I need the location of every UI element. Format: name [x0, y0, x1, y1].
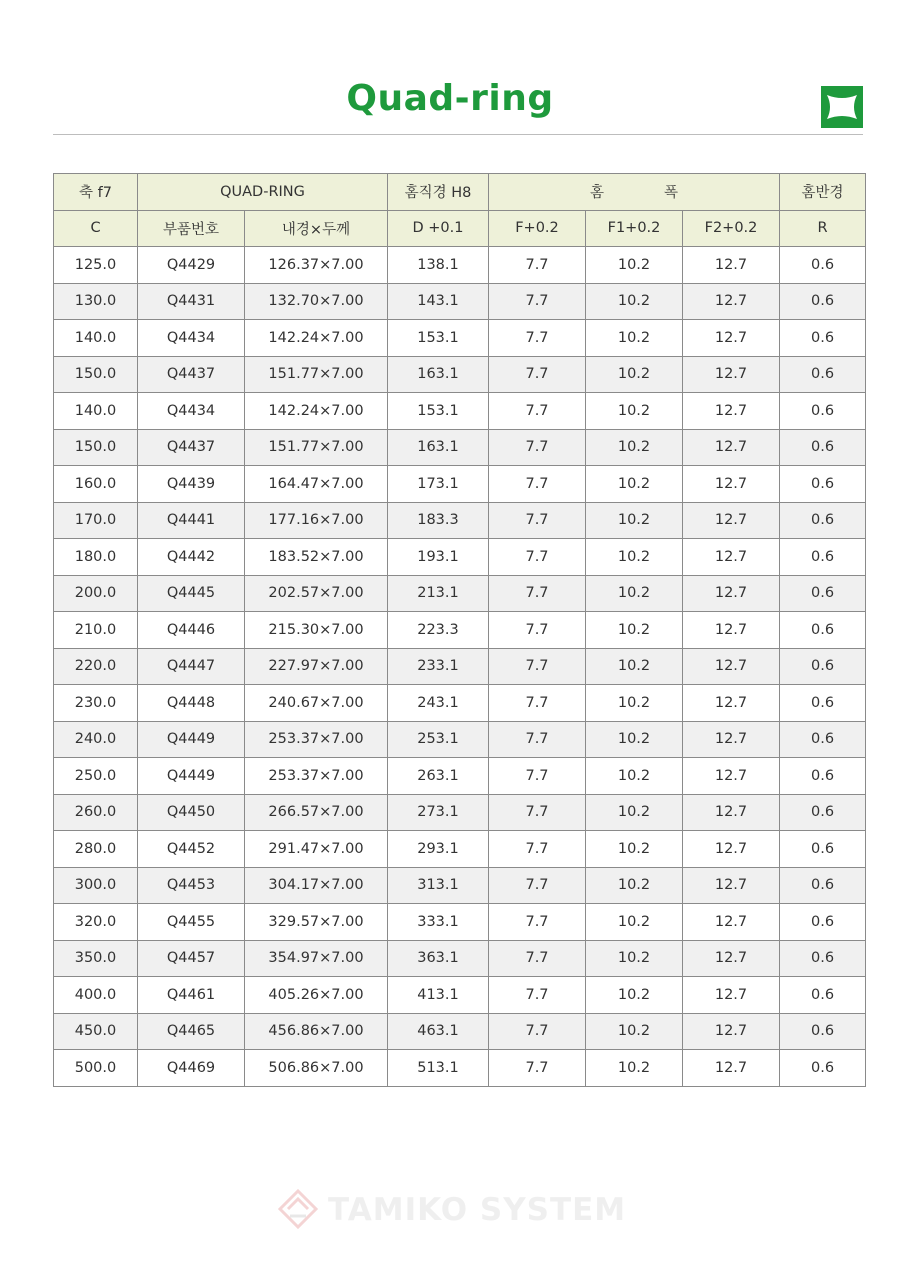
cell-f2: 12.7 [683, 977, 780, 1014]
header-groove-diameter: 홈직경 H8 [388, 174, 489, 211]
cell-f1: 10.2 [586, 356, 683, 393]
table-row [54, 758, 866, 795]
cell-id-thickness: 304.17×7.00 [245, 867, 388, 904]
cell-shaft-c: 220.0 [54, 648, 138, 685]
cell-groove-d: 463.1 [388, 1013, 489, 1050]
table-row [54, 831, 866, 868]
cell-f: 7.7 [489, 940, 586, 977]
cell-part-number: Q4449 [138, 758, 245, 795]
cell-f2: 12.7 [683, 940, 780, 977]
cell-f2: 12.7 [683, 539, 780, 576]
cell-f: 7.7 [489, 247, 586, 284]
cell-f: 7.7 [489, 466, 586, 503]
cell-f2: 12.7 [683, 429, 780, 466]
cell-shaft-c: 200.0 [54, 575, 138, 612]
cell-id-thickness: 253.37×7.00 [245, 758, 388, 795]
cell-r: 0.6 [780, 1050, 866, 1087]
header-f1: F1+0.2 [586, 210, 683, 247]
cell-part-number: Q4448 [138, 685, 245, 722]
cell-f: 7.7 [489, 320, 586, 357]
cell-groove-d: 513.1 [388, 1050, 489, 1087]
quad-ring-spec-table [53, 173, 866, 1087]
cell-f: 7.7 [489, 429, 586, 466]
cell-f2: 12.7 [683, 758, 780, 795]
cell-shaft-c: 150.0 [54, 356, 138, 393]
cell-f2: 12.7 [683, 904, 780, 941]
header-f: F+0.2 [489, 210, 586, 247]
cell-shaft-c: 300.0 [54, 867, 138, 904]
table-row [54, 429, 866, 466]
cell-r: 0.6 [780, 283, 866, 320]
cell-f2: 12.7 [683, 1050, 780, 1087]
cell-shaft-c: 260.0 [54, 794, 138, 831]
cell-f1: 10.2 [586, 502, 683, 539]
cell-f: 7.7 [489, 904, 586, 941]
cell-r: 0.6 [780, 685, 866, 722]
header-groove-width-a: 홈 [589, 185, 604, 202]
header-groove-radius: 홈반경 [780, 174, 866, 211]
cell-f1: 10.2 [586, 1013, 683, 1050]
cell-r: 0.6 [780, 940, 866, 977]
cell-f2: 12.7 [683, 1013, 780, 1050]
table-row [54, 721, 866, 758]
cell-id-thickness: 329.57×7.00 [245, 904, 388, 941]
table-row [54, 247, 866, 284]
cell-shaft-c: 160.0 [54, 466, 138, 503]
cell-f1: 10.2 [586, 685, 683, 722]
cell-groove-d: 263.1 [388, 758, 489, 795]
table-row [54, 648, 866, 685]
cell-id-thickness: 126.37×7.00 [245, 247, 388, 284]
cell-r: 0.6 [780, 758, 866, 795]
cell-shaft-c: 180.0 [54, 539, 138, 576]
table-row [54, 904, 866, 941]
table-row [54, 685, 866, 722]
header-d: D +0.1 [388, 210, 489, 247]
cell-f2: 12.7 [683, 283, 780, 320]
cell-f: 7.7 [489, 867, 586, 904]
cell-f: 7.7 [489, 283, 586, 320]
cell-id-thickness: 164.47×7.00 [245, 466, 388, 503]
cell-groove-d: 143.1 [388, 283, 489, 320]
cell-r: 0.6 [780, 612, 866, 649]
cell-groove-d: 363.1 [388, 940, 489, 977]
cell-f2: 12.7 [683, 685, 780, 722]
page-title: Quad-ring [346, 78, 554, 119]
table-row [54, 539, 866, 576]
cell-f: 7.7 [489, 502, 586, 539]
cell-part-number: Q4434 [138, 320, 245, 357]
cell-part-number: Q4469 [138, 1050, 245, 1087]
cell-id-thickness: 142.24×7.00 [245, 320, 388, 357]
cell-f1: 10.2 [586, 429, 683, 466]
cell-part-number: Q4434 [138, 393, 245, 430]
cell-f: 7.7 [489, 1013, 586, 1050]
cell-shaft-c: 210.0 [54, 612, 138, 649]
cell-r: 0.6 [780, 247, 866, 284]
cell-part-number: Q4442 [138, 539, 245, 576]
table-row [54, 466, 866, 503]
cell-part-number: Q4465 [138, 1013, 245, 1050]
cell-shaft-c: 320.0 [54, 904, 138, 941]
cell-r: 0.6 [780, 977, 866, 1014]
cell-part-number: Q4429 [138, 247, 245, 284]
cell-part-number: Q4437 [138, 356, 245, 393]
cell-f1: 10.2 [586, 247, 683, 284]
cell-part-number: Q4453 [138, 867, 245, 904]
header-shaft: 축 f7 [54, 174, 138, 211]
header-groove-width-b: 폭 [664, 185, 679, 202]
cell-f2: 12.7 [683, 794, 780, 831]
cell-shaft-c: 150.0 [54, 429, 138, 466]
cell-shaft-c: 140.0 [54, 320, 138, 357]
cell-r: 0.6 [780, 721, 866, 758]
cell-r: 0.6 [780, 831, 866, 868]
cell-id-thickness: 132.70×7.00 [245, 283, 388, 320]
cell-id-thickness: 354.97×7.00 [245, 940, 388, 977]
cell-part-number: Q4461 [138, 977, 245, 1014]
cell-r: 0.6 [780, 356, 866, 393]
cell-r: 0.6 [780, 1013, 866, 1050]
cell-id-thickness: 405.26×7.00 [245, 977, 388, 1014]
cell-groove-d: 163.1 [388, 356, 489, 393]
cell-id-thickness: 227.97×7.00 [245, 648, 388, 685]
cell-f2: 12.7 [683, 831, 780, 868]
cell-f1: 10.2 [586, 612, 683, 649]
cell-part-number: Q4431 [138, 283, 245, 320]
title-divider [53, 134, 863, 135]
cell-shaft-c: 500.0 [54, 1050, 138, 1087]
cell-r: 0.6 [780, 539, 866, 576]
cell-f: 7.7 [489, 575, 586, 612]
table-row [54, 283, 866, 320]
cell-groove-d: 293.1 [388, 831, 489, 868]
cell-r: 0.6 [780, 429, 866, 466]
cell-f1: 10.2 [586, 466, 683, 503]
cell-id-thickness: 151.77×7.00 [245, 429, 388, 466]
cell-part-number: Q4445 [138, 575, 245, 612]
cell-f1: 10.2 [586, 320, 683, 357]
cell-f: 7.7 [489, 1050, 586, 1087]
header-id-thickness: 내경×두께 [245, 210, 388, 247]
cell-id-thickness: 215.30×7.00 [245, 612, 388, 649]
cell-r: 0.6 [780, 648, 866, 685]
cell-r: 0.6 [780, 393, 866, 430]
cell-f2: 12.7 [683, 721, 780, 758]
cell-f: 7.7 [489, 356, 586, 393]
cell-f2: 12.7 [683, 247, 780, 284]
cell-r: 0.6 [780, 320, 866, 357]
cell-id-thickness: 266.57×7.00 [245, 794, 388, 831]
table-row [54, 940, 866, 977]
cell-groove-d: 163.1 [388, 429, 489, 466]
cell-shaft-c: 140.0 [54, 393, 138, 430]
table-row [54, 867, 866, 904]
cell-f1: 10.2 [586, 904, 683, 941]
cell-f2: 12.7 [683, 356, 780, 393]
cell-groove-d: 413.1 [388, 977, 489, 1014]
cell-f: 7.7 [489, 794, 586, 831]
cell-groove-d: 183.3 [388, 502, 489, 539]
cell-f1: 10.2 [586, 940, 683, 977]
header-row-1 [54, 174, 866, 211]
cell-f: 7.7 [489, 721, 586, 758]
cell-f2: 12.7 [683, 502, 780, 539]
cell-f: 7.7 [489, 393, 586, 430]
table-row [54, 1050, 866, 1087]
cell-groove-d: 273.1 [388, 794, 489, 831]
table-body [54, 247, 866, 1087]
cell-part-number: Q4449 [138, 721, 245, 758]
cell-id-thickness: 183.52×7.00 [245, 539, 388, 576]
cell-groove-d: 333.1 [388, 904, 489, 941]
cell-f2: 12.7 [683, 612, 780, 649]
cell-part-number: Q4455 [138, 904, 245, 941]
cell-r: 0.6 [780, 575, 866, 612]
cell-groove-d: 153.1 [388, 393, 489, 430]
cell-id-thickness: 240.67×7.00 [245, 685, 388, 722]
cell-part-number: Q4439 [138, 466, 245, 503]
table-row [54, 612, 866, 649]
cell-f1: 10.2 [586, 648, 683, 685]
cell-f: 7.7 [489, 758, 586, 795]
cell-r: 0.6 [780, 867, 866, 904]
cell-groove-d: 253.1 [388, 721, 489, 758]
cell-f2: 12.7 [683, 466, 780, 503]
cell-shaft-c: 130.0 [54, 283, 138, 320]
cell-f1: 10.2 [586, 721, 683, 758]
cell-f1: 10.2 [586, 867, 683, 904]
cell-id-thickness: 142.24×7.00 [245, 393, 388, 430]
cell-groove-d: 233.1 [388, 648, 489, 685]
cell-part-number: Q4437 [138, 429, 245, 466]
table-row [54, 1013, 866, 1050]
header-part-number: 부품번호 [138, 210, 245, 247]
cell-groove-d: 313.1 [388, 867, 489, 904]
cell-groove-d: 213.1 [388, 575, 489, 612]
cell-shaft-c: 250.0 [54, 758, 138, 795]
header-quad-ring: QUAD-RING [138, 174, 388, 211]
cell-id-thickness: 151.77×7.00 [245, 356, 388, 393]
cell-shaft-c: 125.0 [54, 247, 138, 284]
header-f2: F2+0.2 [683, 210, 780, 247]
cell-id-thickness: 177.16×7.00 [245, 502, 388, 539]
cell-f: 7.7 [489, 831, 586, 868]
cell-groove-d: 243.1 [388, 685, 489, 722]
cell-f: 7.7 [489, 539, 586, 576]
cell-part-number: Q4457 [138, 940, 245, 977]
table-row [54, 575, 866, 612]
cell-groove-d: 223.3 [388, 612, 489, 649]
cell-r: 0.6 [780, 794, 866, 831]
cell-r: 0.6 [780, 904, 866, 941]
cell-part-number: Q4446 [138, 612, 245, 649]
cell-id-thickness: 506.86×7.00 [245, 1050, 388, 1087]
cell-groove-d: 173.1 [388, 466, 489, 503]
table-row [54, 356, 866, 393]
cell-f1: 10.2 [586, 393, 683, 430]
cell-shaft-c: 240.0 [54, 721, 138, 758]
cell-f1: 10.2 [586, 1050, 683, 1087]
tamiko-logo-icon [276, 1188, 320, 1232]
cell-r: 0.6 [780, 466, 866, 503]
cell-id-thickness: 291.47×7.00 [245, 831, 388, 868]
cell-f1: 10.2 [586, 283, 683, 320]
table-row [54, 393, 866, 430]
cell-part-number: Q4452 [138, 831, 245, 868]
cell-id-thickness: 253.37×7.00 [245, 721, 388, 758]
table-row [54, 977, 866, 1014]
cell-f1: 10.2 [586, 539, 683, 576]
cell-f2: 12.7 [683, 320, 780, 357]
cell-f1: 10.2 [586, 758, 683, 795]
header-c: C [54, 210, 138, 247]
watermark-text: TAMIKO SYSTEM [328, 1192, 627, 1228]
header-row-2 [54, 210, 866, 247]
watermark [276, 1186, 636, 1234]
cell-f1: 10.2 [586, 977, 683, 1014]
cell-f2: 12.7 [683, 867, 780, 904]
cell-f1: 10.2 [586, 831, 683, 868]
cell-f: 7.7 [489, 648, 586, 685]
cell-f1: 10.2 [586, 794, 683, 831]
cell-id-thickness: 202.57×7.00 [245, 575, 388, 612]
cell-part-number: Q4447 [138, 648, 245, 685]
cell-f1: 10.2 [586, 575, 683, 612]
cell-shaft-c: 280.0 [54, 831, 138, 868]
header-r: R [780, 210, 866, 247]
cell-shaft-c: 230.0 [54, 685, 138, 722]
table-row [54, 320, 866, 357]
cell-part-number: Q4450 [138, 794, 245, 831]
table-row [54, 794, 866, 831]
cell-f2: 12.7 [683, 575, 780, 612]
cell-part-number: Q4441 [138, 502, 245, 539]
cell-f2: 12.7 [683, 393, 780, 430]
cell-f2: 12.7 [683, 648, 780, 685]
cell-shaft-c: 400.0 [54, 977, 138, 1014]
quad-ring-section-icon [821, 86, 863, 128]
cell-groove-d: 153.1 [388, 320, 489, 357]
cell-f: 7.7 [489, 685, 586, 722]
cell-id-thickness: 456.86×7.00 [245, 1013, 388, 1050]
header-groove-width [489, 174, 780, 211]
cell-r: 0.6 [780, 502, 866, 539]
cell-shaft-c: 450.0 [54, 1013, 138, 1050]
cell-f: 7.7 [489, 612, 586, 649]
cell-groove-d: 138.1 [388, 247, 489, 284]
cell-f: 7.7 [489, 977, 586, 1014]
table-row [54, 502, 866, 539]
cell-groove-d: 193.1 [388, 539, 489, 576]
cell-shaft-c: 350.0 [54, 940, 138, 977]
cell-shaft-c: 170.0 [54, 502, 138, 539]
